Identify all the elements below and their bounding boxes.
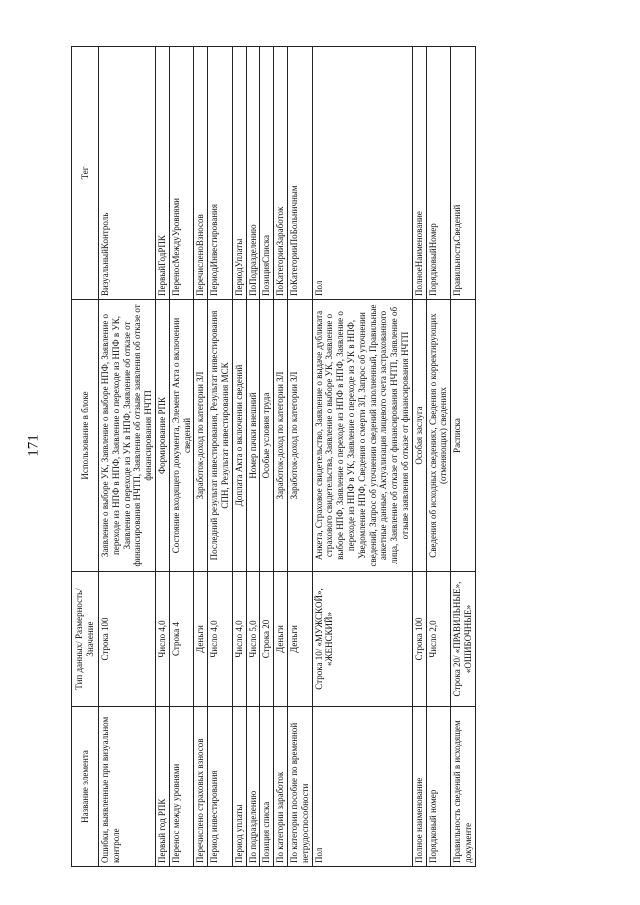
cell-name: По подразделению — [246, 707, 260, 867]
cell-tag: ПравильностьСведений — [451, 47, 476, 300]
cell-type: Деньги — [287, 572, 312, 707]
rotated-table-container — [71, 47, 616, 867]
cell-type: Строка 20/ «ПРАВИЛЬНЫЕ», «ОШИБОЧНЫЕ» — [451, 572, 476, 707]
table-row — [155, 47, 169, 867]
cell-tag: ПоПодразделению — [246, 47, 260, 300]
cell-usage: Заработок-доход по категории ЗЛ — [194, 300, 208, 572]
cell-usage: Сведения об исходных сведениях, Сведения о корректирующих (отменяющих) сведениях — [426, 300, 451, 572]
cell-tag: ПеречисленоВзносов — [194, 47, 208, 300]
cell-usage: Доплата Акта о включении сведений — [232, 300, 246, 572]
cell-type: Строка 100 — [412, 572, 426, 707]
header-type: Тип данных/ Размерность/ Значение — [72, 572, 99, 707]
cell-tag: ПорядковыйНомер — [426, 47, 451, 300]
cell-type: Число 4,0 — [208, 572, 233, 707]
table-row — [169, 47, 194, 867]
cell-type: Число 4,0 — [155, 572, 169, 707]
table-row — [451, 47, 476, 867]
cell-type: Деньги — [194, 572, 208, 707]
header-usage: Использование в блоке — [72, 300, 99, 572]
cell-name: Перенос между уровнями — [169, 707, 194, 867]
table-row — [312, 47, 412, 867]
table-row — [208, 47, 233, 867]
page-number: 171 — [25, 434, 42, 457]
table-header-row — [72, 47, 99, 867]
table-body — [99, 47, 476, 867]
table-row — [412, 47, 426, 867]
cell-tag: ПереносМеждуУровнями — [169, 47, 194, 300]
cell-type: Число 5,0 — [246, 572, 260, 707]
table-row — [274, 47, 288, 867]
table-row — [99, 47, 156, 867]
cell-tag: ПозицияСписка — [260, 47, 274, 300]
cell-type: Число 4,0 — [232, 572, 246, 707]
cell-name: Перечислено страховых взносов — [194, 707, 208, 867]
cell-tag: ПериодИнвестирования — [208, 47, 233, 300]
cell-name: Полное наименование — [412, 707, 426, 867]
cell-tag: ПериодУплаты — [232, 47, 246, 300]
cell-tag: ВизуальныйКонтроль — [99, 47, 156, 300]
cell-usage: Номер пачки внешний — [246, 300, 260, 572]
cell-usage: Анкета, Страховое свидетельство, Заявление о выдаче дубликата страхового свидетельства, Заявление о выборе УК, Заявление о выборе НПФ, Заявление о переходе из НПФ в НПФ, Заявление о переходе из НПФ в УК, Заявление о переходе из УК в НПФ, Уведомление НПФ, Сведения о смерти ЗЛ, Запрос об уточнении сведений, Запрос об уточнении сведений заполненный, Правильные анкетные данные, Актуализация лицевого счета застрахованного лица, Заявление об отказе от финансирования НЧТП, Заявление об отзыве заявления об отказе от финансирования НЧТП — [312, 300, 412, 572]
cell-name: Период уплаты — [232, 707, 246, 867]
cell-usage: Последний результат инвестирования, Результат инвестирования СПН, Результат инвестирования МСК — [208, 300, 233, 572]
cell-usage: Заработок-доход по категории ЗЛ — [287, 300, 312, 572]
cell-type: Строка 4 — [169, 572, 194, 707]
table-row — [260, 47, 274, 867]
cell-type: Деньги — [274, 572, 288, 707]
table-row — [287, 47, 312, 867]
table-row — [194, 47, 208, 867]
cell-tag: ПоКатегорииПоБольничным — [287, 47, 312, 300]
cell-name: Правильность сведений в исходящем документе — [451, 707, 476, 867]
cell-name: Пол — [312, 707, 412, 867]
cell-usage: Состояние входящего документа, Элемент Акта о включении сведений — [169, 300, 194, 572]
cell-usage: Особые условия труда — [260, 300, 274, 572]
cell-type: Строка 20 — [260, 572, 274, 707]
cell-name: Первый год РПК — [155, 707, 169, 867]
cell-name: Ошибки, выявленные при визуальном контроле — [99, 707, 156, 867]
cell-name: Позиция списка — [260, 707, 274, 867]
cell-name: Порядковый номер — [426, 707, 451, 867]
cell-usage: Заработок-доход по категории ЗЛ — [274, 300, 288, 572]
cell-type: Строка 100 — [99, 572, 156, 707]
header-name: Название элемента — [72, 707, 99, 867]
cell-usage: Особая заслуга — [412, 300, 426, 572]
cell-type: Число 2,0 — [426, 572, 451, 707]
header-tag: Тег — [72, 47, 99, 300]
table-row — [232, 47, 246, 867]
cell-name: По категории заработок — [274, 707, 288, 867]
cell-tag: ПоКатегорииЗаработок — [274, 47, 288, 300]
cell-type: Строка 10/ «МУЖСКОЙ», «ЖЕНСКИЙ» — [312, 572, 412, 707]
cell-tag: ПолноеНаименование — [412, 47, 426, 300]
cell-usage: Формирование РПК — [155, 300, 169, 572]
table-row — [426, 47, 451, 867]
cell-tag: ПервыйГодРПК — [155, 47, 169, 300]
table-row — [246, 47, 260, 867]
cell-name: Период инвестирования — [208, 707, 233, 867]
cell-tag: Пол — [312, 47, 412, 300]
cell-name: По категории пособие по временной нетрудоспособности — [287, 707, 312, 867]
cell-usage: Заявление о выборе УК, Заявление о выборе НПФ, Заявление о переходе из НПФ в НПФ, Заявление о переходе из НПФ в УК, Заявление о переходе из УК в НПФ, Заявление об отказе от финансирования НЧТП, Заявление об отзыве заявления об отказе от финансирования НЧТП — [99, 300, 156, 572]
cell-usage: Расписка — [451, 300, 476, 572]
elements-table — [71, 46, 476, 867]
